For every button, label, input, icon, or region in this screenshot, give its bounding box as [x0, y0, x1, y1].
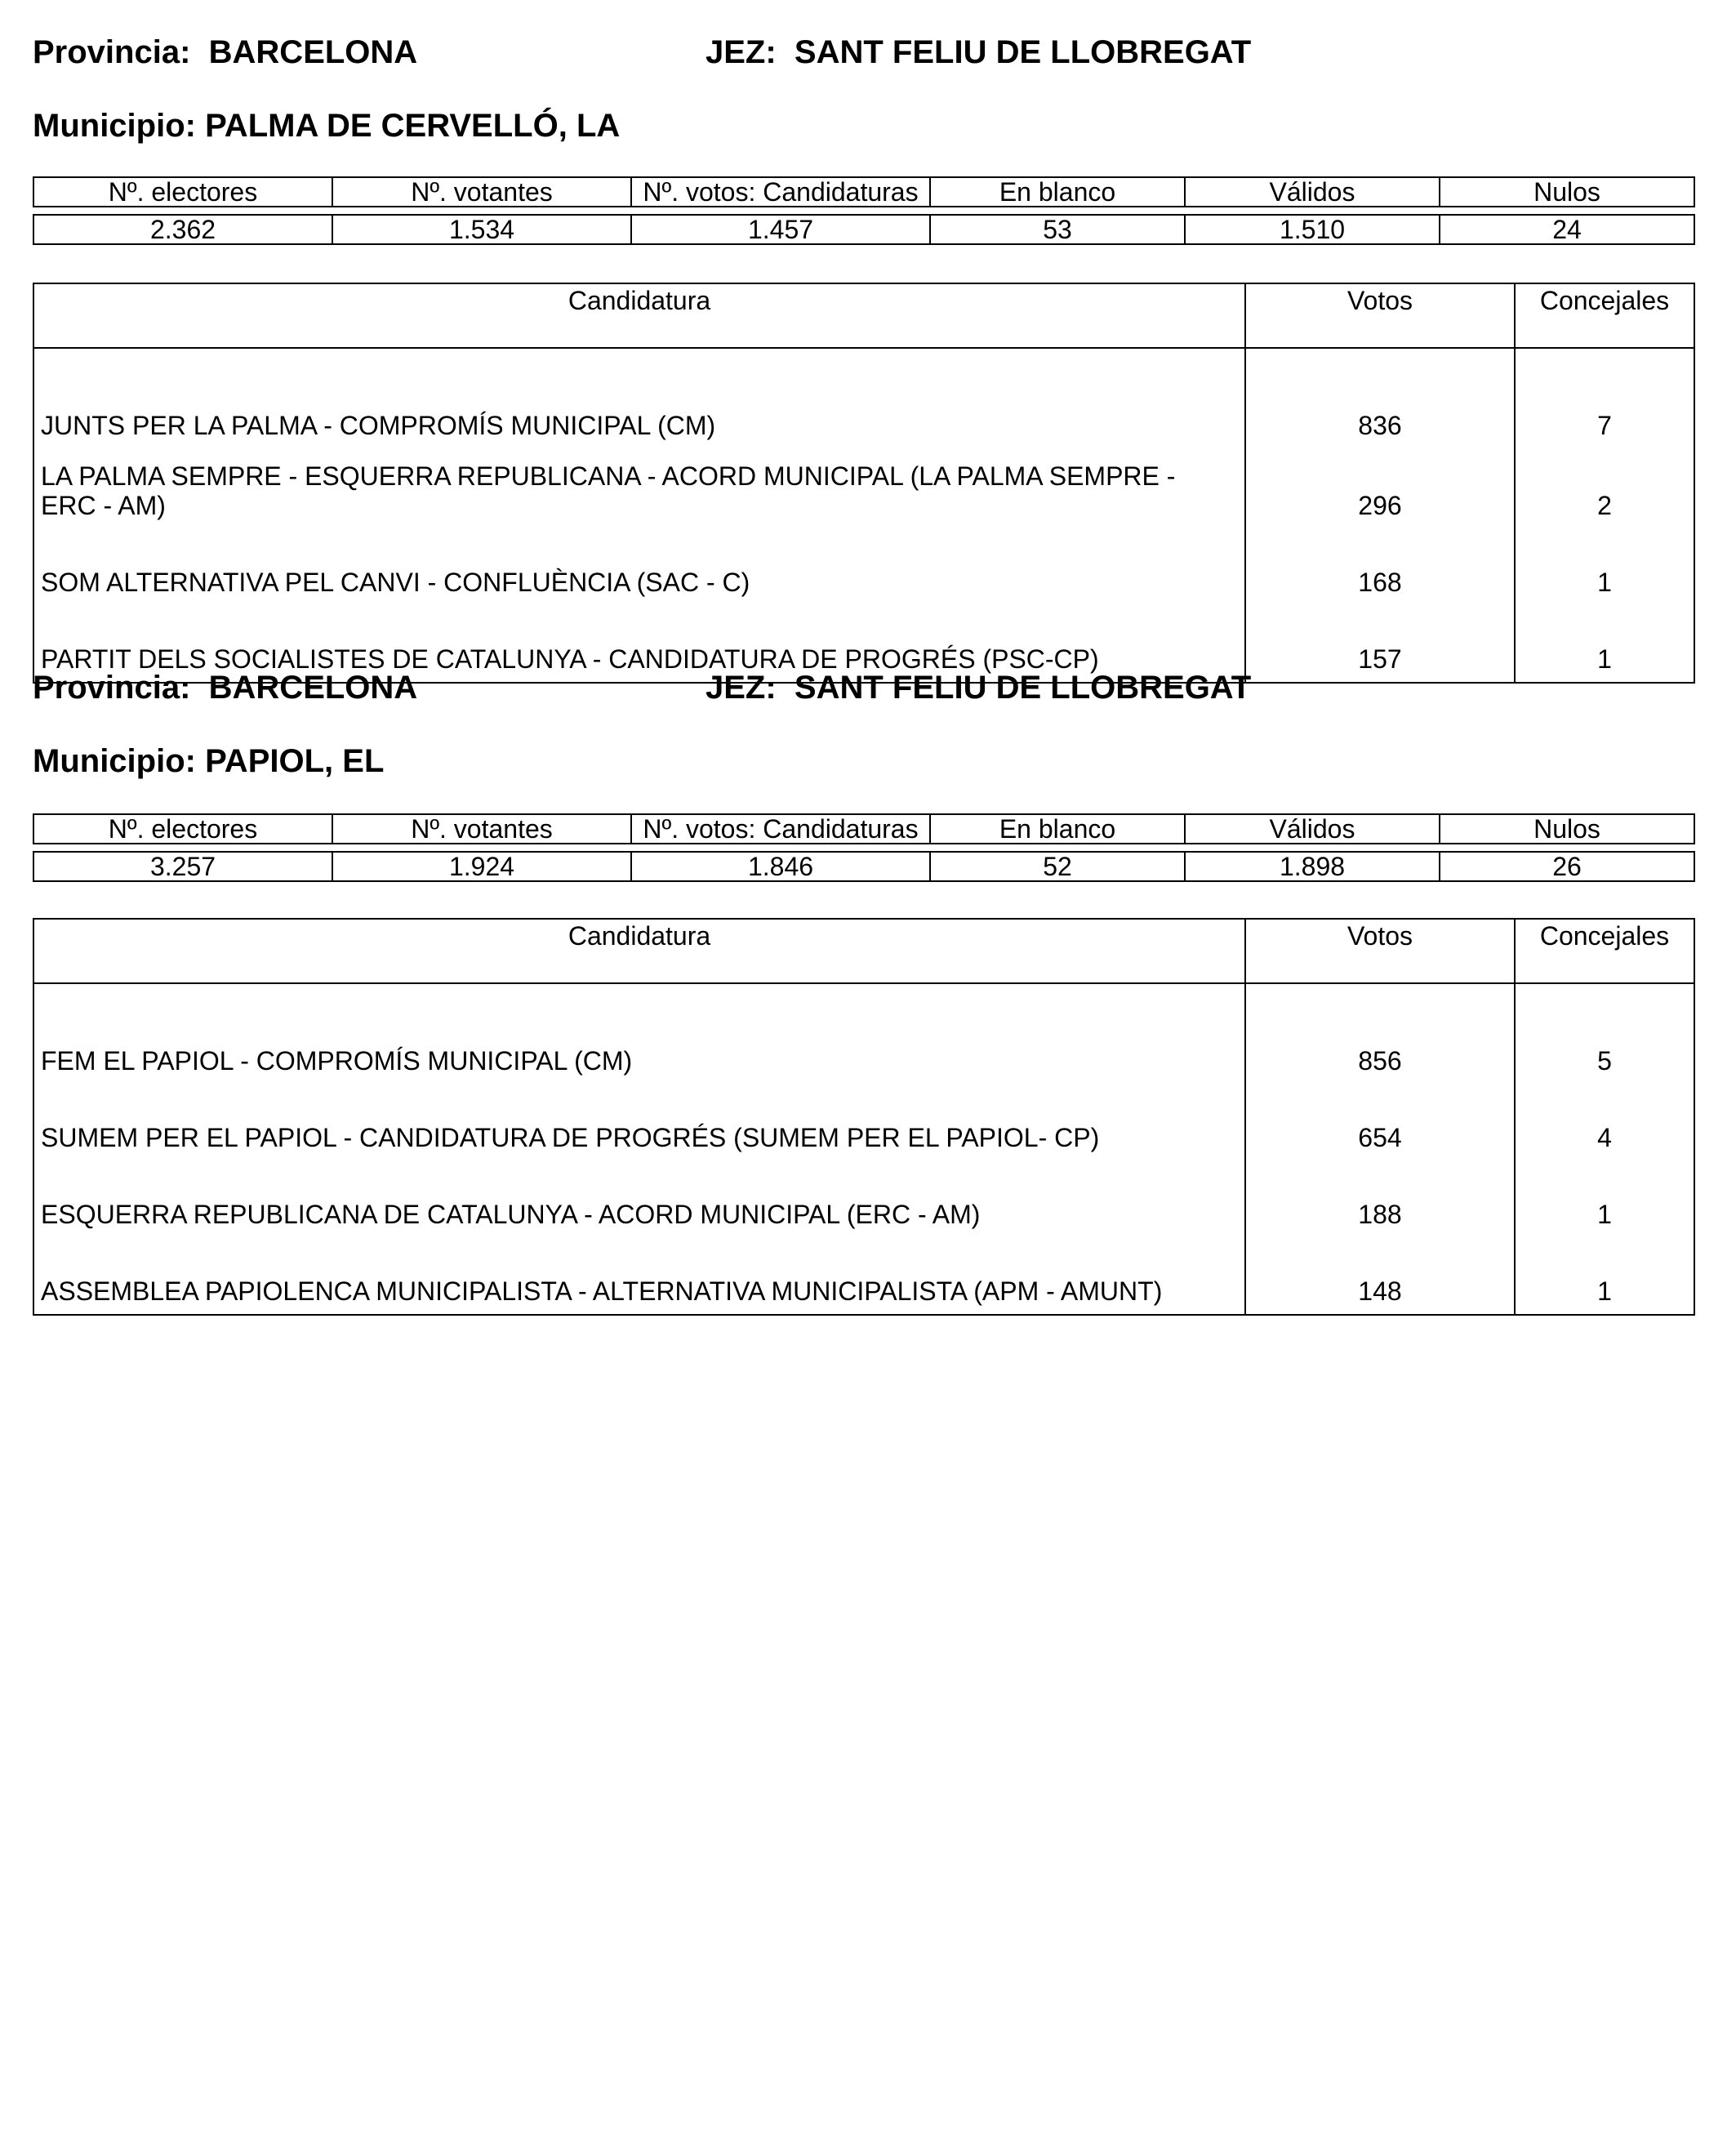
header-votos-candidaturas: Nº. votos: Candidaturas — [631, 177, 930, 207]
municipio-heading — [33, 106, 620, 145]
header-votos: Votos — [1245, 283, 1515, 348]
header-votantes: Nº. votantes — [332, 814, 631, 844]
candidatura-name: JUNTS PER LA PALMA - COMPROMÍS MUNICIPAL (CM) — [33, 348, 1245, 448]
summary-value-row — [33, 852, 1694, 881]
candidatura-concejales: 2 — [1515, 448, 1694, 528]
table-row — [33, 348, 1694, 448]
header-concejales: Concejales — [1515, 919, 1694, 983]
candidatura-concejales: 1 — [1515, 1237, 1694, 1315]
candidatura-votos: 856 — [1245, 983, 1515, 1084]
value-votos-candidaturas: 1.457 — [631, 215, 930, 244]
value-votantes: 1.924 — [332, 852, 631, 881]
table-row — [33, 1160, 1694, 1237]
table-row — [33, 528, 1694, 605]
candidatura-votos: 148 — [1245, 1237, 1515, 1315]
value-nulos: 26 — [1440, 852, 1694, 881]
municipio-value: PALMA DE CERVELLÓ, LA — [205, 108, 621, 144]
table-row — [33, 983, 1694, 1084]
value-en-blanco: 52 — [930, 852, 1185, 881]
summary-value-row — [33, 215, 1694, 244]
header-validos: Válidos — [1185, 814, 1440, 844]
header-electores: Nº. electores — [33, 814, 332, 844]
table-row — [33, 1237, 1694, 1315]
value-votos-candidaturas: 1.846 — [631, 852, 930, 881]
header-en-blanco: En blanco — [930, 177, 1185, 207]
header-votos: Votos — [1245, 919, 1515, 983]
jez-label: JEZ: — [706, 34, 777, 70]
candidatura-name: ESQUERRA REPUBLICANA DE CATALUNYA - ACORD MUNICIPAL (ERC - AM) — [33, 1160, 1245, 1237]
header-candidatura: Candidatura — [33, 283, 1245, 348]
candidatura-votos: 836 — [1245, 348, 1515, 448]
summary-table — [33, 176, 1695, 245]
municipio-label: Municipio: — [33, 743, 196, 779]
jez-value: SANT FELIU DE LLOBREGAT — [794, 670, 1252, 706]
candidatura-name: PARTIT DELS SOCIALISTES DE CATALUNYA - CANDIDATURA DE PROGRÉS (PSC-CP) — [33, 605, 1245, 683]
value-validos: 1.510 — [1185, 215, 1440, 244]
candidatura-votos: 654 — [1245, 1084, 1515, 1160]
municipio-heading — [33, 742, 384, 781]
provincia-heading — [33, 668, 417, 707]
header-electores: Nº. electores — [33, 177, 332, 207]
candidatura-concejales: 5 — [1515, 983, 1694, 1084]
summary-table — [33, 813, 1695, 882]
value-votantes: 1.534 — [332, 215, 631, 244]
provincia-heading — [33, 33, 417, 72]
candidatura-votos: 168 — [1245, 528, 1515, 605]
jez-label: JEZ: — [706, 670, 777, 706]
results-table — [33, 918, 1695, 1316]
candidatura-concejales: 4 — [1515, 1084, 1694, 1160]
candidatura-votos: 188 — [1245, 1160, 1515, 1237]
header-nulos: Nulos — [1440, 177, 1694, 207]
results-table — [33, 283, 1695, 684]
summary-header-row — [33, 814, 1694, 844]
municipio-label: Municipio: — [33, 108, 196, 144]
results-header-row — [33, 283, 1694, 348]
value-electores: 3.257 — [33, 852, 332, 881]
value-electores: 2.362 — [33, 215, 332, 244]
candidatura-concejales: 1 — [1515, 605, 1694, 683]
candidatura-name: SUMEM PER EL PAPIOL - CANDIDATURA DE PROGRÉS (SUMEM PER EL PAPIOL- CP) — [33, 1084, 1245, 1160]
header-votos-candidaturas: Nº. votos: Candidaturas — [631, 814, 930, 844]
candidatura-name: FEM EL PAPIOL - COMPROMÍS MUNICIPAL (CM) — [33, 983, 1245, 1084]
jez-heading — [706, 33, 1251, 72]
jez-value: SANT FELIU DE LLOBREGAT — [794, 34, 1252, 70]
header-votantes: Nº. votantes — [332, 177, 631, 207]
candidatura-concejales: 7 — [1515, 348, 1694, 448]
jez-heading — [706, 668, 1251, 707]
header-nulos: Nulos — [1440, 814, 1694, 844]
provincia-label: Provincia: — [33, 670, 191, 706]
value-validos: 1.898 — [1185, 852, 1440, 881]
value-en-blanco: 53 — [930, 215, 1185, 244]
results-header-row — [33, 919, 1694, 983]
provincia-label: Provincia: — [33, 34, 191, 70]
header-validos: Válidos — [1185, 177, 1440, 207]
candidatura-name: LA PALMA SEMPRE - ESQUERRA REPUBLICANA - ACORD MUNICIPAL (LA PALMA SEMPRE - ERC - AM) — [33, 448, 1245, 528]
header-concejales: Concejales — [1515, 283, 1694, 348]
candidatura-concejales: 1 — [1515, 528, 1694, 605]
provincia-value: BARCELONA — [208, 34, 418, 70]
table-row — [33, 448, 1694, 528]
candidatura-votos: 296 — [1245, 448, 1515, 528]
value-nulos: 24 — [1440, 215, 1694, 244]
candidatura-concejales: 1 — [1515, 1160, 1694, 1237]
candidatura-name: SOM ALTERNATIVA PEL CANVI - CONFLUÈNCIA (SAC - C) — [33, 528, 1245, 605]
candidatura-name: ASSEMBLEA PAPIOLENCA MUNICIPALISTA - ALTERNATIVA MUNICIPALISTA (APM - AMUNT) — [33, 1237, 1245, 1315]
candidatura-votos: 157 — [1245, 605, 1515, 683]
header-candidatura: Candidatura — [33, 919, 1245, 983]
header-en-blanco: En blanco — [930, 814, 1185, 844]
municipio-value: PAPIOL, EL — [205, 743, 385, 779]
table-row — [33, 1084, 1694, 1160]
summary-header-row — [33, 177, 1694, 207]
provincia-value: BARCELONA — [208, 670, 418, 706]
